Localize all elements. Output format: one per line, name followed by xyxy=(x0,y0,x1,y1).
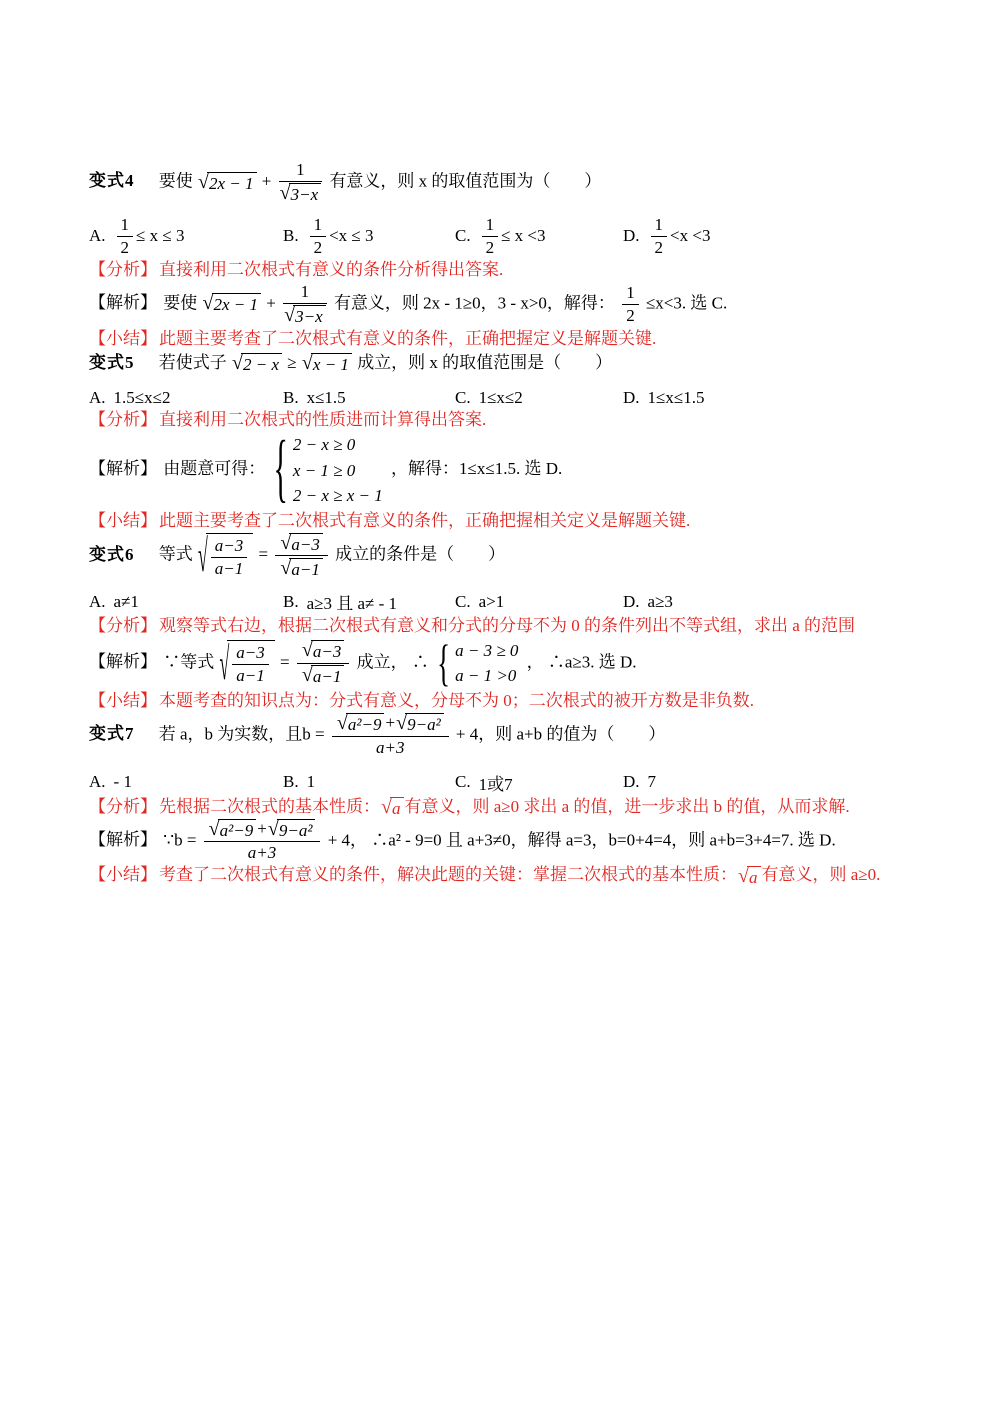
radicand xyxy=(227,640,274,686)
v5-question-pre: 若使式子 xyxy=(158,352,227,372)
radicand: 3−x xyxy=(293,305,326,327)
summary-tag: 【小结】 xyxy=(89,328,157,348)
radicand: a²−9 xyxy=(218,819,257,841)
radicand: a−1 xyxy=(289,558,322,580)
option-value: 1 xyxy=(306,772,316,792)
option-value: x≤1.5 xyxy=(306,388,346,408)
solution-post: ∴a≥3. 选 D. xyxy=(547,652,637,672)
radicand: a−1 xyxy=(311,665,344,687)
analysis-text: 直接利用二次根式有意义的条件分析得出答案. xyxy=(159,260,504,279)
plus-sign: + xyxy=(266,293,276,313)
option-label: A. xyxy=(89,388,106,408)
v4-question-post: 有意义，则 x 的取值范围为（ ） xyxy=(329,171,602,191)
v5-question-post: 成立，则 x 的取值范围是（ ） xyxy=(357,352,613,372)
case-line: x − 1 ≥ 0 xyxy=(292,460,356,480)
sqrt-formula xyxy=(284,305,326,327)
denominator xyxy=(283,304,327,327)
radical-symbol: √ xyxy=(301,351,313,374)
option-value: ≤ x <3 xyxy=(501,226,546,246)
option-value: 1≤x≤1.5 xyxy=(647,388,705,408)
numerator: 1 xyxy=(622,283,639,305)
fraction xyxy=(283,282,327,327)
v5-option-b xyxy=(283,388,455,408)
worksheet-content xyxy=(89,160,913,887)
radical-symbol: √ xyxy=(232,351,244,374)
case-lines xyxy=(455,638,518,689)
option-label: D. xyxy=(623,591,640,611)
option-value: a≠1 xyxy=(113,591,139,611)
option-label: C. xyxy=(455,772,471,792)
denominator: 2 xyxy=(654,237,664,257)
sqrt-formula xyxy=(219,637,275,689)
option-label: B. xyxy=(283,226,299,246)
option-label: A. xyxy=(89,226,106,246)
v7-problem-label: 变式7 xyxy=(89,724,135,744)
radical-symbol: √ xyxy=(336,712,348,735)
solution-mid: 有意义，则 2x - 1≥0，3 - x>0，解得： xyxy=(333,293,615,313)
v4-option-d xyxy=(623,215,913,258)
v6-summary xyxy=(89,689,913,713)
equals-sign: = xyxy=(280,652,290,672)
radicand: 3−x xyxy=(289,183,322,205)
radical-symbol: √ xyxy=(280,556,292,579)
case-line: a − 3 ≥ 0 xyxy=(455,640,519,660)
case-line: 2 − x ≥ x − 1 xyxy=(292,486,383,506)
option-label: B. xyxy=(283,591,299,611)
sqrt-formula xyxy=(198,530,253,582)
v5-option-d xyxy=(623,388,913,408)
comma: ， xyxy=(526,652,544,672)
denominator xyxy=(279,182,323,205)
fraction xyxy=(332,713,449,758)
solution-pre: 要使 xyxy=(163,293,198,313)
sqrt-formula xyxy=(738,866,761,888)
case-line: a − 1 >0 xyxy=(455,666,517,686)
inequality-system xyxy=(273,427,383,512)
v7-option-a xyxy=(89,772,283,792)
denominator: a−1 xyxy=(236,666,265,686)
fraction xyxy=(117,215,134,258)
radicand: 2 − x xyxy=(241,353,282,375)
sqrt-formula xyxy=(396,713,444,735)
sqrt-formula xyxy=(280,533,323,555)
sqrt-formula xyxy=(280,183,322,205)
option-label: D. xyxy=(623,226,640,246)
v5-summary xyxy=(89,509,913,533)
numerator xyxy=(275,532,328,556)
v5-title xyxy=(89,351,913,375)
sqrt-formula xyxy=(302,640,345,662)
option-label: B. xyxy=(283,388,299,408)
option-value: 1或7 xyxy=(478,774,513,794)
v5-solution xyxy=(89,427,913,512)
numerator xyxy=(332,713,449,737)
sqrt-formula xyxy=(302,353,352,375)
v7-options-row xyxy=(89,770,913,795)
denominator xyxy=(275,556,328,579)
fraction xyxy=(204,819,321,864)
solution-mid: 成立， xyxy=(356,652,408,672)
option-value: 1.5≤x≤2 xyxy=(113,388,171,408)
radicand: a²−9 xyxy=(346,713,385,735)
denominator: 2 xyxy=(626,305,635,325)
option-value: ≤ x ≤ 3 xyxy=(136,226,185,246)
radical-symbol: √ xyxy=(381,795,393,818)
radical-symbol: √ xyxy=(396,712,408,735)
v4-option-a xyxy=(89,215,283,258)
brace-symbol: { xyxy=(273,427,288,512)
fraction xyxy=(651,215,668,258)
option-label: A. xyxy=(89,591,106,611)
v6-question-post: 成立的条件是（ ） xyxy=(335,544,506,564)
solution-post: ≤x<3. 选 C. xyxy=(645,293,728,313)
because-sign: ∵ xyxy=(163,652,181,672)
sqrt-formula xyxy=(302,665,345,687)
numerator: 1 xyxy=(279,160,323,182)
option-label: C. xyxy=(455,388,471,408)
v5-options-row xyxy=(89,388,913,408)
radical-symbol: √ xyxy=(198,530,208,582)
solution-tag: 【解析】 xyxy=(89,293,157,313)
option-value: <x ≤ 3 xyxy=(329,226,374,246)
solution-post: ，解得：1≤x≤1.5. 选 D. xyxy=(391,459,563,479)
v6-option-d xyxy=(623,592,913,612)
denominator: a−1 xyxy=(214,558,244,578)
v4-option-b xyxy=(283,215,455,258)
denominator: 2 xyxy=(120,237,130,257)
solution-mid: + 4， xyxy=(327,829,368,849)
v7-option-b xyxy=(283,772,455,792)
analysis-pre: 先根据二次根式的基本性质： xyxy=(159,796,380,816)
sqrt-formula xyxy=(381,797,404,819)
fraction xyxy=(482,215,499,258)
v4-summary xyxy=(89,327,913,351)
v4-analysis xyxy=(89,258,913,282)
radicand: 2x − 1 xyxy=(207,172,257,194)
v7-option-c xyxy=(455,770,623,795)
option-label: B. xyxy=(283,772,299,792)
option-value: a≥3 xyxy=(647,591,673,611)
option-label: C. xyxy=(455,226,471,246)
numerator: 1 xyxy=(310,215,327,237)
radicand: x − 1 xyxy=(311,353,352,375)
denominator: 2 xyxy=(485,237,495,257)
v4-options-row xyxy=(89,215,913,258)
v5-option-c xyxy=(455,388,623,408)
solution-tag: 【解析】 xyxy=(89,652,157,672)
sqrt-formula xyxy=(268,819,316,841)
sqrt-formula xyxy=(232,353,282,375)
v4-solution xyxy=(89,282,913,327)
v7-question-mid: + 4，则 a+b 的值为（ ） xyxy=(455,724,666,744)
sqrt-formula xyxy=(209,819,257,841)
plus-sign: + xyxy=(261,171,272,191)
radical-symbol: √ xyxy=(301,639,313,662)
denominator: 2 xyxy=(313,237,323,257)
fraction xyxy=(232,643,268,686)
summary-text: 此题主要考查了二次根式有意义的条件，正确把握相关定义是解题关键. xyxy=(159,510,691,530)
v4-option-c xyxy=(455,215,623,258)
numerator: 1 xyxy=(117,215,134,237)
brace-symbol: { xyxy=(437,634,451,692)
v5-analysis xyxy=(89,408,913,432)
radical-symbol: √ xyxy=(301,664,313,687)
summary-text: 本题考查的知识点为：分式有意义，分母不为 0；二次根式的被开方数是非负数. xyxy=(159,690,754,710)
radical-symbol: √ xyxy=(284,304,296,327)
solution-tag: 【解析】 xyxy=(89,459,157,479)
analysis-text: 直接利用二次根式的性质进而计算得出答案. xyxy=(159,410,487,430)
fraction xyxy=(279,160,323,205)
option-label: D. xyxy=(623,388,640,408)
radicand: a−3 xyxy=(289,533,322,555)
numerator xyxy=(204,819,321,843)
option-value: - 1 xyxy=(113,772,132,792)
fraction xyxy=(310,215,327,258)
sqrt-formula xyxy=(337,713,385,735)
option-value: 7 xyxy=(647,772,657,792)
summary-post: 有意义，则 a≥0. xyxy=(761,865,881,885)
numerator: 1 xyxy=(482,215,499,237)
v4-title xyxy=(89,160,913,205)
inequality-system xyxy=(437,634,519,692)
option-label: C. xyxy=(455,591,471,611)
fraction xyxy=(211,536,247,579)
radicand: a−3 xyxy=(311,640,344,662)
summary-pre: 考查了二次根式有意义的条件，解决此题的关键：掌握二次根式的基本性质： xyxy=(159,865,737,885)
v5-option-a xyxy=(89,388,283,408)
v7-question-pre: 若 a，b 为实数，且b = xyxy=(158,724,325,744)
v7-summary xyxy=(89,863,913,887)
v6-option-b xyxy=(283,589,455,614)
analysis-post: 有意义，则 a≥0 求出 a 的值，进一步求出 b 的值，从而求解. xyxy=(404,796,850,816)
radical-symbol: √ xyxy=(280,531,292,554)
summary-tag: 【小结】 xyxy=(89,690,157,710)
v7-option-d xyxy=(623,772,913,792)
analysis-tag: 【分析】 xyxy=(89,616,157,636)
option-value: a≥3 且 a≠ - 1 xyxy=(306,594,398,614)
solution-post: ∴a² - 9=0 且 a+3≠0，解得 a=3，b=0+4=4，则 a+b=3+4=7. 选 D. xyxy=(371,829,836,849)
radicand: a xyxy=(390,797,404,819)
v7-title xyxy=(89,713,913,758)
case-lines xyxy=(293,432,383,509)
option-label: D. xyxy=(623,772,640,792)
v4-problem-label: 变式4 xyxy=(89,171,135,191)
option-label: A. xyxy=(89,772,106,792)
plus-sign: + xyxy=(257,818,267,838)
fraction xyxy=(297,640,350,687)
radical-symbol: √ xyxy=(267,817,279,840)
summary-text: 此题主要考查了二次根式有意义的条件，正确把握定义是解题关键. xyxy=(159,328,657,348)
denominator: a+3 xyxy=(376,737,405,757)
v6-analysis xyxy=(89,614,913,638)
numerator: a−3 xyxy=(232,643,268,665)
denominator xyxy=(297,664,350,687)
v5-problem-label: 变式5 xyxy=(89,352,135,372)
v7-solution xyxy=(89,819,913,864)
option-value: a>1 xyxy=(478,591,505,611)
analysis-text: 观察等式右边，根据二次根式有意义和分式的分母不为 0 的条件列出不等式组，求出 a 的范围 xyxy=(159,616,856,636)
radical-symbol: √ xyxy=(279,182,291,205)
radical-symbol: √ xyxy=(219,637,230,689)
analysis-tag: 【分析】 xyxy=(89,260,157,279)
numerator: 1 xyxy=(283,282,327,304)
v6-question-pre: 等式 xyxy=(158,544,193,564)
radicand: a xyxy=(747,866,761,888)
summary-tag: 【小结】 xyxy=(89,865,157,885)
equals-sign: = xyxy=(258,544,269,564)
radical-symbol: √ xyxy=(198,170,210,193)
case-line: 2 − x ≥ 0 xyxy=(292,435,356,455)
v6-solution xyxy=(89,634,913,692)
therefore-sign: ∴ xyxy=(411,652,429,672)
radical-symbol: √ xyxy=(208,817,220,840)
option-value: <x <3 xyxy=(670,226,711,246)
v4-question-pre: 要使 xyxy=(158,171,193,191)
v6-option-a xyxy=(89,592,283,612)
solution-pre: 等式 xyxy=(180,652,215,672)
v7-analysis xyxy=(89,795,913,819)
radicand xyxy=(206,533,253,579)
numerator: 1 xyxy=(651,215,668,237)
denominator: a+3 xyxy=(247,843,277,863)
fraction xyxy=(622,283,639,326)
plus-sign: + xyxy=(385,712,396,732)
geq-sign: ≥ xyxy=(287,352,297,372)
radical-symbol: √ xyxy=(202,292,214,315)
solution-tag: 【解析】 xyxy=(89,829,157,849)
sqrt-formula xyxy=(198,172,257,194)
radicand: 9−a² xyxy=(405,713,444,735)
numerator: a−3 xyxy=(211,536,247,558)
v6-options-row xyxy=(89,589,913,614)
because-sign: ∵b = xyxy=(163,829,197,849)
summary-tag: 【小结】 xyxy=(89,510,157,530)
v6-option-c xyxy=(455,592,623,612)
sqrt-formula xyxy=(280,558,323,580)
analysis-tag: 【分析】 xyxy=(89,410,157,430)
v6-problem-label: 变式6 xyxy=(89,544,135,564)
radical-symbol: √ xyxy=(738,864,750,887)
solution-pre: 由题意可得： xyxy=(163,459,266,479)
fraction xyxy=(275,532,328,579)
numerator xyxy=(297,640,350,664)
sqrt-formula xyxy=(203,293,262,315)
option-value: 1≤x≤2 xyxy=(478,388,523,408)
v6-title xyxy=(89,530,913,582)
radicand: 2x − 1 xyxy=(212,293,262,315)
radicand: 9−a² xyxy=(277,819,316,841)
analysis-tag: 【分析】 xyxy=(89,796,157,816)
